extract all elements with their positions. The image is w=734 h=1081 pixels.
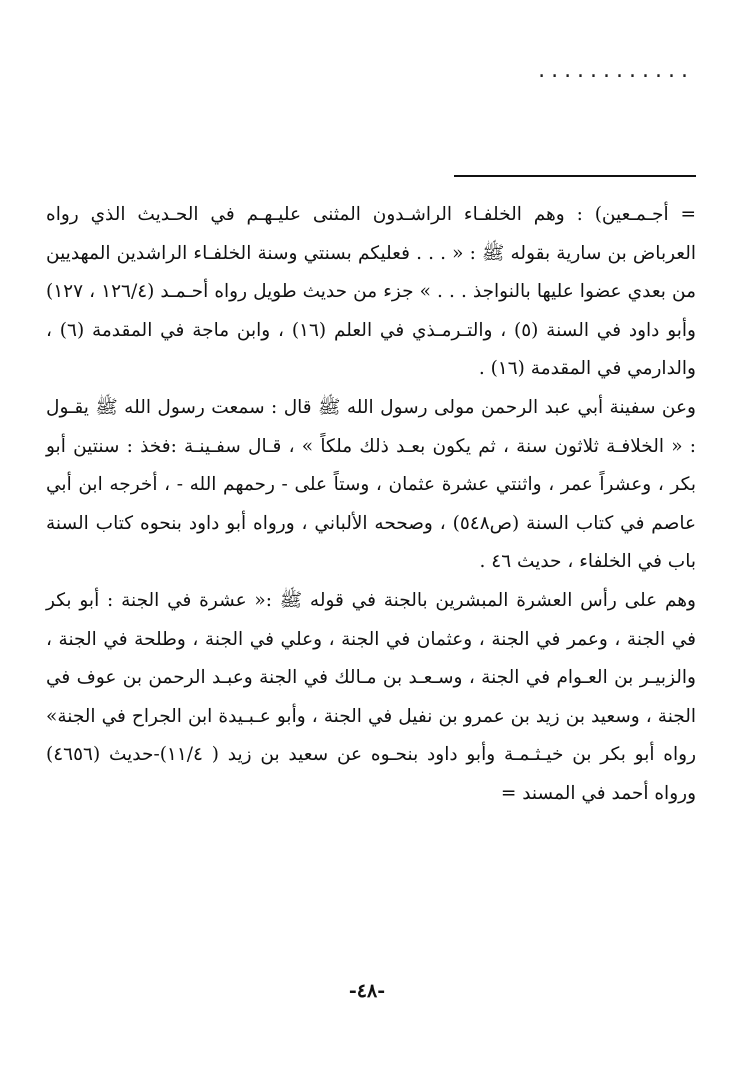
paragraph-1: = أجـمـعين) : وهم الخلفـاء الراشـدون المثنى عليـهـم في الحـديث الذي رواه العرباض بن سارية بقوله ﷺ : « . . . فعليكم بسنتي وسنة الخلفـاء الراشدين المهديين من بعدي عضوا عليها بالنواجذ . . . » جزء من حديث طويل رواه أحـمـد (١٢٦/٤ ، ١٢٧) وأبو داود في السنة (٥) ، والتـرمـذي في العلم (١٦) ، وابن ماجة في المقدمة (٦) ، والدارمي في المقدمة (١٦) . <box>46 204 696 380</box>
footnote-body <box>46 196 696 814</box>
page-number: -٤٨- <box>348 980 386 1002</box>
header-dots: ............ <box>538 58 694 83</box>
paragraph-3: وهم على رأس العشرة المبشرين بالجنة في قوله ﷺ :« عشرة في الجنة : أبو بكر في الجنة ، وعمر في الجنة ، وعثمان في الجنة ، وعلي في الجنة ، وطلحة في الجنة ، والزبيـر بن العـوام في الجنة ، وسـعـد بن مـالك في الجنة وعبـد الرحمن بن عوف في الجنة ، وسعيد بن زيد بن عمرو بن نفيل في الجنة ، وأبو عـبـيدة ابن الجراح في الجنة» رواه أبو بكر بن خيـثـمـة وأبو داود بنحـوه عن سعيد بن زيد ( ١١/٤)-حديث (٤٦٥٦) ورواه أحمد في المسند = <box>46 589 696 804</box>
footnote-separator <box>454 175 696 177</box>
paragraph-2: وعن سفينة أبي عبد الرحمن مولى رسول الله ﷺ قال : سمعت رسول الله ﷺ يقـول : « الخلافـة ثلاثون سنة ، ثم يكون بعـد ذلك ملكاً » ، قـال سفـينـة :فخذ : سنتين أبو بكر ، وعشراً عمر ، واثنتي عشرة عثمان ، وستاً على - رحمهم الله - ، أخرجه ابن أبي عاصم في كتاب السنة (ص٥٤٨) ، وصححه الألباني ، ورواه أبو داود بنحوه كتاب السنة باب في الخلفاء ، حديث ٤٦ . <box>46 396 696 573</box>
